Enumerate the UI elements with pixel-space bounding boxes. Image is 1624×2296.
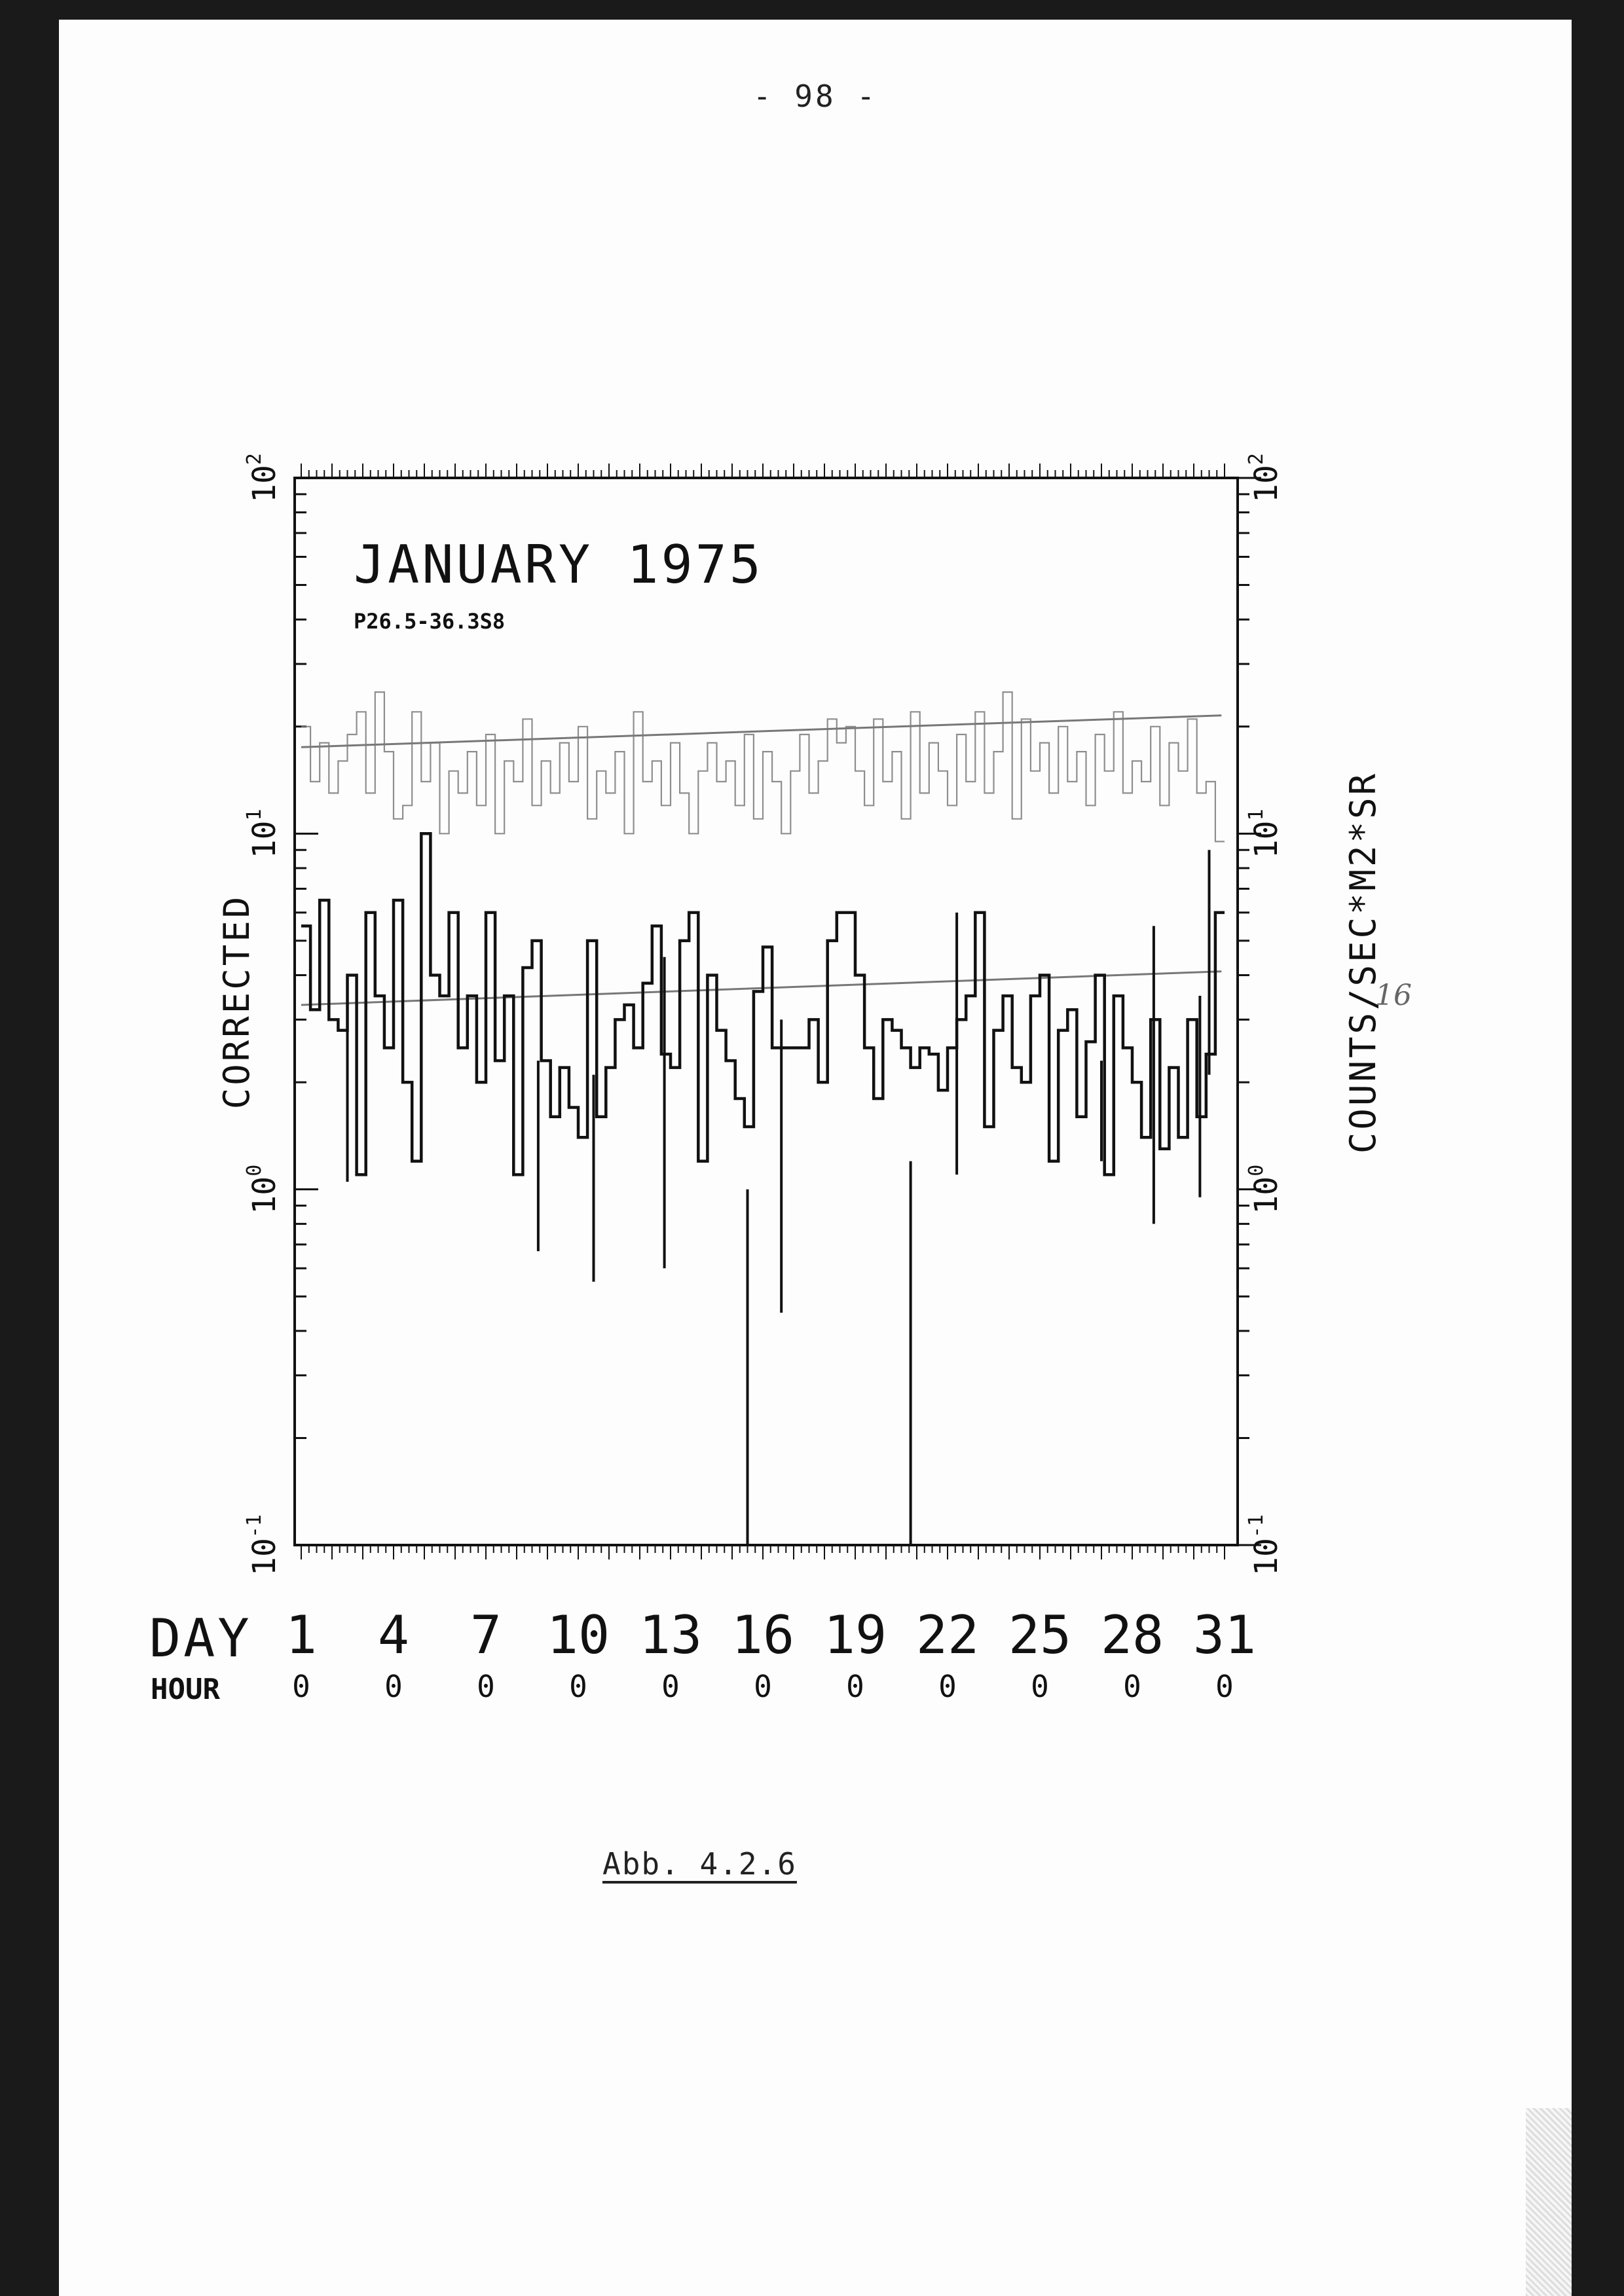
x-tick-label-day: 7 [470, 1605, 502, 1666]
y-axis-label-left: CORRECTED [216, 894, 257, 1110]
x-tick-label-hour: 0 [846, 1669, 864, 1704]
lower-series-line [301, 833, 1225, 1175]
y-tick-label-left: $10^{-1}$ [243, 1514, 283, 1576]
chart-subtitle: P26.5-36.3S8 [354, 609, 506, 634]
x-tick-label-day: 31 [1192, 1605, 1257, 1666]
y-tick-label-right: $10^1$ [1245, 809, 1285, 859]
x-tick-label-day: 10 [546, 1605, 610, 1666]
x-axis-label-day: DAY [149, 1608, 252, 1669]
figure-caption: Abb. 4.2.6 [602, 1846, 797, 1882]
x-tick-label-hour: 0 [1215, 1669, 1234, 1704]
x-tick-label-day: 13 [638, 1605, 703, 1666]
page-number: - 98 - [752, 79, 878, 114]
handwritten-margin-note: 16 [1375, 979, 1412, 1012]
document-page [59, 20, 1572, 2296]
x-tick-label-hour: 0 [938, 1669, 957, 1704]
x-tick-label-day: 25 [1008, 1605, 1072, 1666]
x-tick-label-hour: 0 [569, 1669, 587, 1704]
x-tick-label-hour: 0 [292, 1669, 310, 1704]
chart-labels [149, 453, 1384, 1706]
x-tick-label-hour: 0 [754, 1669, 772, 1704]
y-axis-label-right: COUNTS/SEC*M2*SR [1342, 771, 1384, 1154]
x-tick-label-day: 28 [1100, 1605, 1164, 1666]
chart-series [301, 692, 1225, 1545]
x-tick-label-hour: 0 [661, 1669, 680, 1704]
scan-noise [1526, 2108, 1572, 2296]
y-tick-label-left: $10^2$ [243, 453, 283, 503]
y-tick-label-right: $10^2$ [1245, 453, 1285, 503]
x-tick-label-hour: 0 [384, 1669, 403, 1704]
flux-chart [59, 20, 1572, 1787]
x-tick-label-day: 22 [915, 1605, 980, 1666]
y-tick-label-right: $10^{-1}$ [1245, 1514, 1285, 1576]
x-tick-label-hour: 0 [477, 1669, 495, 1704]
x-tick-label-day: 1 [285, 1605, 318, 1666]
y-tick-label-left: $10^1$ [243, 809, 283, 859]
x-tick-label-hour: 0 [1123, 1669, 1141, 1704]
upper-series-line [301, 692, 1225, 841]
x-axis-label-hour: HOUR [151, 1673, 220, 1706]
x-tick-label-hour: 0 [1031, 1669, 1049, 1704]
x-tick-label-day: 16 [731, 1605, 795, 1666]
x-tick-label-day: 4 [377, 1605, 410, 1666]
y-tick-label-right: $10^0$ [1245, 1164, 1285, 1214]
x-tick-label-day: 19 [823, 1605, 887, 1666]
chart-title: JANUARY 1975 [354, 534, 764, 595]
y-tick-label-left: $10^0$ [243, 1164, 283, 1214]
